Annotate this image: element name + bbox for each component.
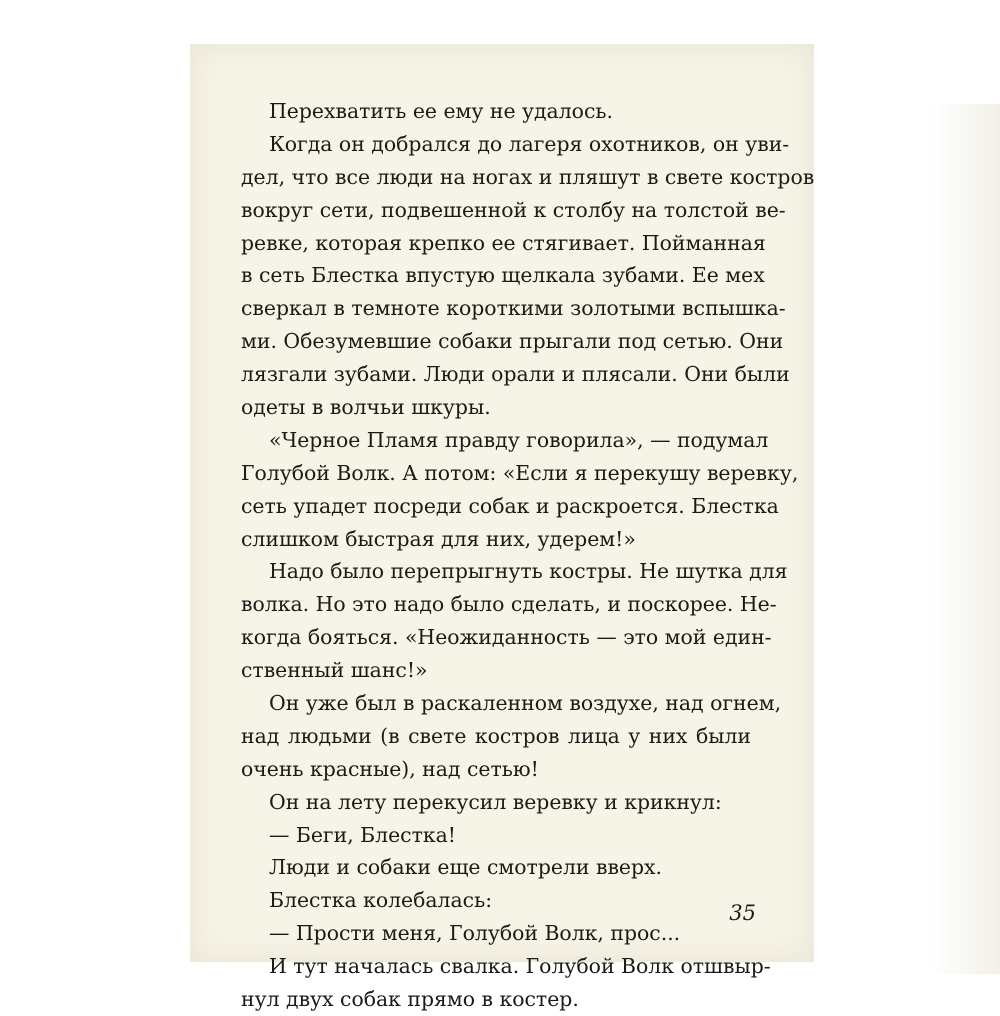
text-line: И тут началась свалка. Голубой Волк отшвыр- [269,954,771,979]
text-line: ревке, которая крепко ее стягивает. Пойманная [241,230,766,255]
text-line: очень красные), над сетью! [241,756,539,781]
text-line: Голубой Волк. А потом: «Если я перекушу веревку, [241,460,799,485]
text-line: слишком быстрая для них, удерем!» [241,526,636,551]
text-line: Надо было перепрыгнуть костры. Не шутка для [269,559,788,584]
text-line: Перехватить ее ему не удалось. [269,99,613,123]
text-line: дел, что все люди на ногах и пляшут в свете костров [241,164,815,189]
text-line: лязгали зубами. Люди орали и плясали. Они были [241,362,790,387]
text-line: Блестка колебалась: [269,888,493,913]
text-line: Он уже был в раскаленном воздухе, над огнем, [269,691,782,716]
text-line: когда бояться. «Неожиданность — это мой един- [241,625,772,650]
text-line: сверкал в темноте короткими золотыми вспышка- [241,296,786,321]
page-number: 35 [729,901,756,925]
body-text [241,95,815,1016]
text-line: Люди и собаки еще смотрели вверх. [269,855,663,880]
text-line: «Черное Пламя правду говорила», — подумал [269,427,769,452]
text-line: сеть упадет посреди собак и раскроется. Блестка [241,493,779,518]
text-line: нул двух собак прямо в костер. [241,987,579,1012]
text-line: над людьми (в свете костров лица у них были [241,723,751,748]
text-line: волка. Но это надо было сделать, и поскорее. Не- [241,592,777,617]
text-line: Он на лету перекусил веревку и крикнул: [269,789,722,814]
text-line: ми. Обезумевшие собаки прыгали под сетью. Они [241,329,784,354]
text-line: ственный шанс!» [241,658,428,683]
text-line: — Прости меня, Голубой Волк, прос... [269,921,681,946]
text-line: вокруг сети, подвешенной к столбу на толстой ве- [241,197,786,222]
text-line: Когда он добрался до лагеря охотников, он уви- [269,131,790,156]
page-edge-shading [930,104,1000,974]
text-line: — Беги, Блестка! [269,822,456,847]
text-line: в сеть Блестка впустую щелкала зубами. Ее мех [241,263,765,288]
text-line: одеты в волчьи шкуры. [241,395,491,420]
